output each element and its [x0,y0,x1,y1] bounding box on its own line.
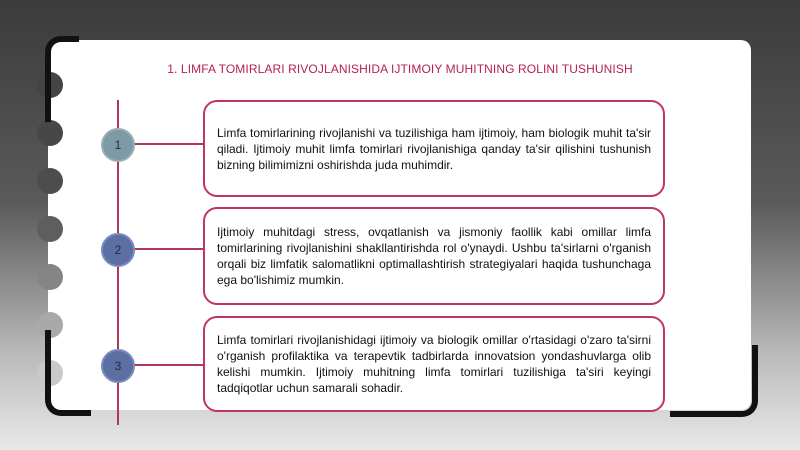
step-text-box [203,100,665,197]
step-number-badge: 2 [101,233,135,267]
binding-hole [37,264,63,290]
corner-bracket-top-left [45,36,79,122]
slide-title: 1. LIMFA TOMIRLARI RIVOJLANISHIDA IJTIMOIY MUHITNING ROLINI TUSHUNISH [167,62,633,76]
binding-hole [37,216,63,242]
corner-bracket-bottom-left [45,330,91,416]
step-number-badge: 3 [101,349,135,383]
step-text: Limfa tomirlarining rivojlanishi va tuzilishiga ham ijtimoiy, ham biologik muhit ta'sir qiladi. Ijtimoiy muhit limfa tomirlari rivojlanishiga qanday ta'sir qilishini tushunish bizning bilimimizni oshirishda juda muhimdir. [217,125,651,172]
step-text-box [203,316,665,412]
binding-hole [37,168,63,194]
corner-bracket-bottom-right [670,345,758,417]
connector-line [132,364,204,366]
step-text-box [203,207,665,305]
connector-line [132,143,204,145]
connector-line [132,248,204,250]
step-number-badge: 1 [101,128,135,162]
step-text: Ijtimoiy muhitdagi stress, ovqatlanish va jismoniy faollik kabi omillar limfa tomirlarining rivojlanishini shakllantirishda rol o'ynaydi. Ushbu ta'sirlarni o'rganish orqali biz limfatik salomatlikni optimallashtirish strategiyalari haqida tushunchaga ega bo'lishimiz mumkin. [217,225,651,287]
step-text: Limfa tomirlari rivojlanishidagi ijtimoiy va biologik omillar o'rtasidagi o'zaro ta'sirni o'rganish profilaktika va terapevtik tadbirlarda innovatsion yondashuvlarga olib kelishi mumkin. Ijtimoiy muhitning limfa tomirlari tuzilishiga ta'siri keyingi tadqiqotlar uchun samarali sohadir. [217,333,651,395]
binding-hole [37,120,63,146]
